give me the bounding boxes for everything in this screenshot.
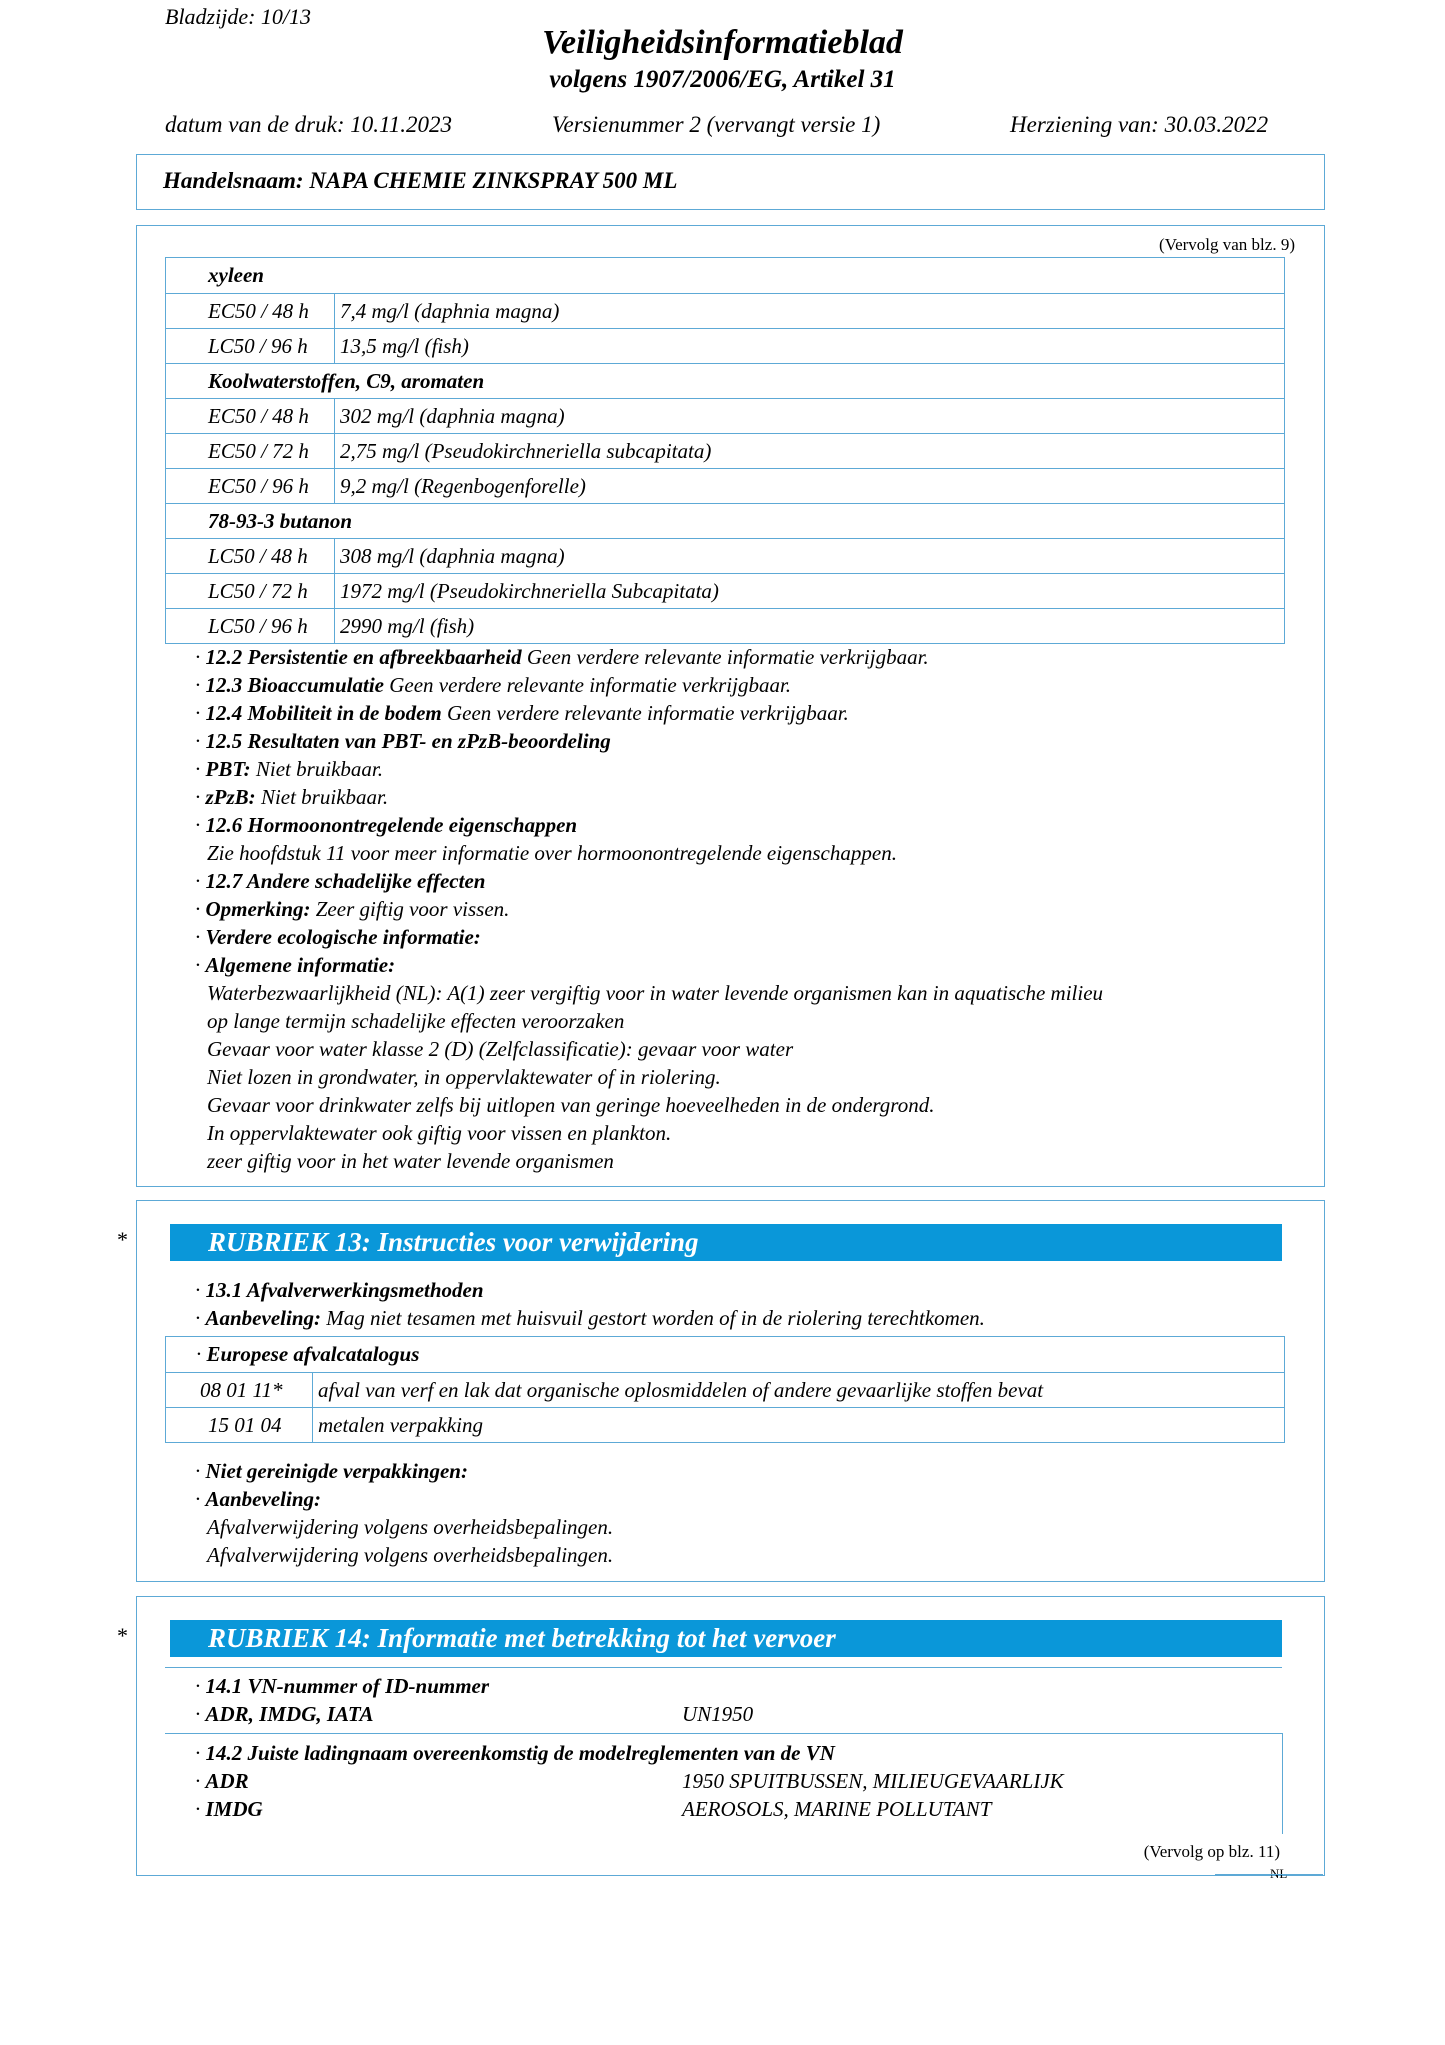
value: 7,4 mg/l (daphnia magna) (340, 299, 560, 323)
un-number-value: UN1950 (682, 1702, 754, 1726)
adr-row: · ADR (195, 1769, 249, 1793)
text: Geen verdere relevante informatie verkrijgbaar. (526, 645, 929, 669)
waste-catalog-table (165, 1336, 1285, 1443)
value: 302 mg/l (daphnia magna) (340, 404, 565, 428)
table-row (166, 398, 1284, 434)
general-line: zeer giftig voor in het water levende organismen (207, 1149, 614, 1173)
imdg-row: · IMDG (195, 1797, 263, 1821)
adr-value: 1950 SPUITBUSSEN, MILIEUGEVAARLIJK (682, 1769, 1064, 1793)
label: Opmerking: (205, 897, 311, 921)
text: Geen verdere relevante informatie verkrijgbaar. (389, 673, 792, 697)
general-line: Gevaar voor water klasse 2 (D) (Zelfclassificatie): gevaar voor water (207, 1037, 794, 1061)
label: 14.1 VN-nummer of ID-nummer (205, 1674, 490, 1698)
table-row (166, 293, 1284, 329)
un-number-heading: · 14.1 VN-nummer of ID-nummer (195, 1674, 490, 1698)
label: 12.4 Mobiliteit in de bodem (205, 701, 442, 725)
value: 1972 mg/l (Pseudokirchneriella Subcapitata) (340, 579, 719, 603)
language-code: NL (1270, 1866, 1288, 1881)
group-row (166, 503, 1284, 539)
label: PBT: (205, 757, 251, 781)
value: 9,2 mg/l (Regenbogenforelle) (340, 474, 586, 498)
section-13-header (170, 1224, 1282, 1261)
text: Niet bruikbaar. (260, 785, 389, 809)
persistence: · 12.2 Persistentie en afbreekbaarheid Geen verdere relevante informatie verkrijgbaar. (195, 645, 929, 669)
section-title: RUBRIEK 13: Instructies voor verwijdering (208, 1227, 699, 1257)
section-title: RUBRIEK 14: Informatie met betrekking tot het vervoer (208, 1623, 836, 1653)
print-date: datum van de druk: 10.11.2023 (165, 112, 453, 137)
value: 308 mg/l (daphnia magna) (340, 544, 565, 568)
catalog-header-row (166, 1337, 1284, 1372)
un-number-row: · ADR, IMDG, IATA (195, 1702, 374, 1726)
label: Niet gereinigde verpakkingen: (205, 1459, 468, 1483)
endocrine-heading: · 12.6 Hormoonontregelende eigenschappen (195, 813, 578, 837)
key: ADR, IMDG, IATA (205, 1702, 374, 1726)
revision-date: Herziening van: 30.03.2022 (1010, 112, 1269, 137)
table-row (166, 1372, 1284, 1408)
further-eco-info: · Verdere ecologische informatie: (195, 925, 481, 949)
general-info: · Algemene informatie: (195, 953, 396, 977)
waste-code: 15 01 04 (208, 1413, 282, 1437)
waste-methods: · 13.1 Afvalverwerkingsmethoden (195, 1278, 484, 1302)
text: Geen verdere relevante informatie verkrijgbaar. (447, 701, 849, 725)
document-subtitle: volgens 1907/2006/EG, Artikel 31 (549, 66, 896, 93)
change-marker: * (117, 1227, 128, 1252)
label: 12.2 Persistentie en afbreekbaarheid (205, 645, 522, 669)
text: Zeer giftig voor vissen. (315, 897, 510, 921)
shipping-name-heading: · 14.2 Juiste ladingnaam overeenkomstig de modelreglementen van de VN (195, 1741, 835, 1765)
label: 12.5 Resultaten van PBT- en zPzB-beoordeling (205, 729, 611, 753)
footer-line (1215, 1874, 1323, 1875)
table-row (166, 433, 1284, 469)
ecotoxicity-table (165, 257, 1285, 644)
version-number: Versienummer 2 (vervangt versie 1) (552, 112, 881, 137)
document-title: Veiligheidsinformatieblad (542, 24, 903, 61)
trade-name: Handelsnaam: NAPA CHEMIE ZINKSPRAY 500 ML (163, 168, 678, 193)
key: IMDG (205, 1797, 263, 1821)
general-line: op lange termijn schadelijke effecten veroorzaken (207, 1009, 625, 1033)
zpzb: · zPzB: Niet bruikbaar. (195, 785, 389, 809)
label: Algemene informatie: (205, 953, 396, 977)
change-marker: * (117, 1623, 128, 1648)
endpoint: EC50 / 96 h (208, 474, 309, 498)
catalog-label: · Europese afvalcatalogus (196, 1342, 420, 1366)
key: ADR (205, 1769, 249, 1793)
text: Niet bruikbaar. (255, 757, 384, 781)
label: 14.2 Juiste ladingnaam overeenkomstig de modelreglementen van de VN (205, 1741, 835, 1765)
endpoint: EC50 / 48 h (208, 299, 309, 323)
bioaccumulation: · 12.3 Bioaccumulatie Geen verdere relevante informatie verkrijgbaar. (195, 673, 792, 697)
endocrine-text: Zie hoofdstuk 11 voor meer informatie over hormoonontregelende eigenschappen. (207, 841, 897, 865)
other-effects: · 12.7 Andere schadelijke effecten (195, 869, 486, 893)
endpoint: LC50 / 96 h (208, 334, 308, 358)
table-row (166, 608, 1284, 644)
uncleaned-packaging: · Niet gereinigde verpakkingen: (195, 1459, 468, 1483)
table-row (166, 573, 1284, 609)
recommendation: · Aanbeveling: Mag niet tesamen met huisvuil gestort worden of in de riolering terechtkomen. (195, 1306, 985, 1330)
group-row (166, 363, 1284, 399)
group-name: xyleen (208, 263, 264, 287)
waste-code: 08 01 11* (200, 1378, 283, 1402)
label: Aanbeveling: (205, 1306, 321, 1330)
recommendation-line: Afvalverwijdering volgens overheidsbepalingen. (207, 1543, 614, 1567)
group-name: Koolwaterstoffen, C9, aromaten (208, 369, 485, 393)
group-name: 78-93-3 butanon (208, 509, 353, 533)
general-line: Waterbezwaarlijkheid (NL): A(1) zeer vergiftig voor in water levende organismen kan in aquatische milieu (207, 981, 1104, 1005)
endpoint: LC50 / 48 h (208, 544, 308, 568)
continued-from: (Vervolg van blz. 9) (1159, 235, 1295, 254)
pbt-assessment: · 12.5 Resultaten van PBT- en zPzB-beoordeling (195, 729, 611, 753)
endpoint: LC50 / 96 h (208, 614, 308, 638)
general-line: Niet lozen in grondwater, in oppervlaktewater of in riolering. (207, 1065, 721, 1089)
continued-on: (Vervolg op blz. 11) (1143, 1842, 1280, 1861)
recommendation-line: Afvalverwijdering volgens overheidsbepalingen. (207, 1515, 614, 1539)
label: Verdere ecologische informatie: (205, 925, 481, 949)
table-row (166, 328, 1284, 364)
table-row (166, 1407, 1284, 1443)
waste-description: metalen verpakking (318, 1413, 484, 1437)
label: Aanbeveling: (205, 1487, 321, 1511)
text: Mag niet tesamen met huisvuil gestort worden of in de riolering terechtkomen. (326, 1306, 985, 1330)
group-row (166, 258, 1284, 293)
label: 12.3 Bioaccumulatie (205, 673, 384, 697)
general-line: In oppervlaktewater ook giftig voor vissen en plankton. (207, 1121, 672, 1145)
remark: · Opmerking: Zeer giftig voor vissen. (195, 897, 510, 921)
page-number: Bladzijde: 10/13 (165, 4, 312, 29)
pbt: · PBT: Niet bruikbaar. (195, 757, 384, 781)
general-line: Gevaar voor drinkwater zelfs bij uitlopen van geringe hoeveelheden in de ondergrond. (207, 1093, 935, 1117)
section-14-header (170, 1620, 1282, 1657)
label: 12.6 Hormoonontregelende eigenschappen (205, 813, 578, 837)
waste-description: afval van verf en lak dat organische oplosmiddelen of andere gevaarlijke stoffen bevat (318, 1378, 1044, 1402)
recommendation-2: · Aanbeveling: (195, 1487, 321, 1511)
endpoint: LC50 / 72 h (208, 579, 308, 603)
label: 12.7 Andere schadelijke effecten (205, 869, 486, 893)
endpoint: EC50 / 48 h (208, 404, 309, 428)
mobility: · 12.4 Mobiliteit in de bodem Geen verdere relevante informatie verkrijgbaar. (195, 701, 849, 725)
label: 13.1 Afvalverwerkingsmethoden (205, 1278, 484, 1302)
value: 2,75 mg/l (Pseudokirchneriella subcapitata) (340, 439, 712, 463)
value: 2990 mg/l (fish) (340, 614, 475, 638)
label: zPzB: (205, 785, 256, 809)
table-row (166, 538, 1284, 574)
imdg-value: AEROSOLS, MARINE POLLUTANT (682, 1797, 992, 1821)
value: 13,5 mg/l (fish) (340, 334, 469, 358)
endpoint: EC50 / 72 h (208, 439, 309, 463)
trade-name-box (136, 154, 1325, 210)
table-row (166, 468, 1284, 504)
